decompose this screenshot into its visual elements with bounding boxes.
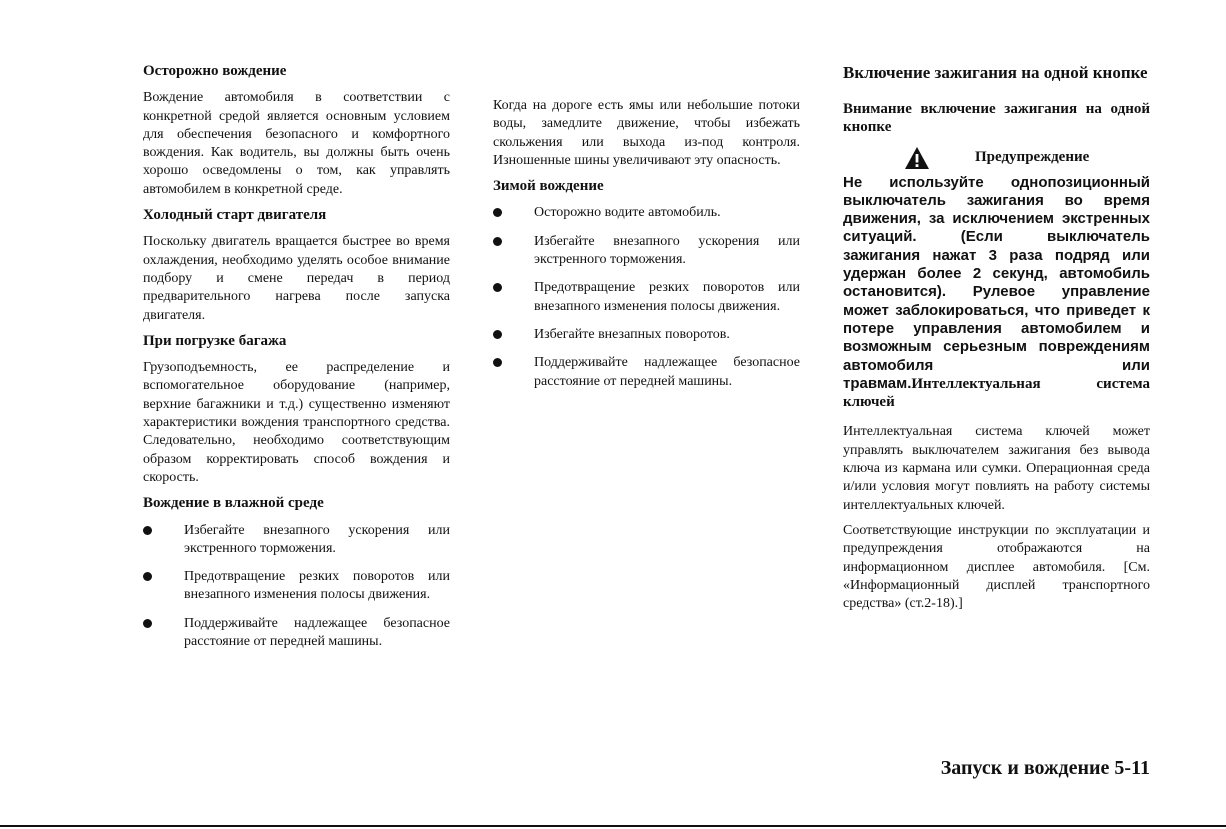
bullet-icon xyxy=(143,572,152,581)
warning-header xyxy=(843,146,1150,170)
heading-careful-driving: Осторожно вождение xyxy=(143,63,287,79)
paragraph-instructions: Соответствующие инструкции по эксплуатации и предупреждения отображаются на информационном дисплее автомобиля. [См. «Информационный дисплей транспортного средства» (ст.2-18).] xyxy=(843,522,1150,612)
paragraph-potholes: Когда на дороге есть ямы или небольшие потоки воды, замедлите движение, чтобы избежать скольжения или выхода из-под контроля. Изношенные шины увеличивают эту опасность. xyxy=(493,98,800,168)
paragraph-cold-start: Поскольку двигатель вращается быстрее во время охлаждения, необходимо уделять особое внимание подбору и смене передач в период предварительного нагрева после запуска двигателя. xyxy=(143,234,450,323)
smart-key-heading: Интеллектуальная система ключей xyxy=(843,375,1150,411)
list-item: Поддерживайте надлежащее безопасное расстояние от передней машины. xyxy=(143,615,450,652)
heading-ignition-attention: Внимание включение зажигания на одной кнопке xyxy=(843,101,1150,136)
bullet-icon xyxy=(493,208,502,217)
heading-one-button-ignition: Включение зажигания на одной кнопке xyxy=(843,63,1148,82)
left-column xyxy=(143,62,450,661)
paragraph-smart-key: Интеллектуальная система ключей может управлять выключателем зажигания без вывода ключа из кармана или сумки. Операционная среда и/или условия могут повлиять на работу системы интеллектуальных ключей. xyxy=(843,424,1150,513)
bottom-divider xyxy=(0,825,1226,827)
list-item: Предотвращение резких поворотов или внезапного изменения полосы движения. xyxy=(493,279,800,316)
bullet-icon xyxy=(493,237,502,246)
heading-loading-luggage: При погрузке багажа xyxy=(143,332,287,349)
list-item: Предотвращение резких поворотов или внезапного изменения полосы движения. xyxy=(143,568,450,605)
bullet-icon xyxy=(143,526,152,535)
warning-title: Предупреждение xyxy=(975,149,1090,166)
bullet-icon xyxy=(493,283,502,292)
bullet-icon xyxy=(143,619,152,628)
right-column xyxy=(843,62,1150,620)
paragraph-careful-driving: Вождение автомобиля в соответствии с конкретной средой является основным условием для обеспечения безопасного и комфортного вождения. Как водитель, вы должны быть очень хорошо осведомлены о том, как управлять автомобилем в конкретной среде. xyxy=(143,90,450,197)
list-item: Осторожно водите автомобиль. xyxy=(493,204,800,222)
middle-column xyxy=(493,97,800,401)
list-item: Избегайте внезапного ускорения или экстренного торможения. xyxy=(493,233,800,270)
list-item: Избегайте внезапных поворотов. xyxy=(493,326,800,344)
heading-wet-driving: Вождение в влажной среде xyxy=(143,495,324,512)
page-footer: Запуск и вождение 5-11 xyxy=(940,757,1150,779)
winter-driving-list xyxy=(493,204,800,390)
bullet-icon xyxy=(493,330,502,339)
paragraph-loading-luggage: Грузоподъемность, ее распределение и вспомогательное оборудование (например, верхние багажники и т.д.) существенно изменяют характеристики вождения транспортного средства. Следовательно, необходимо соответствующим образом корректировать способ вождения и скорость. xyxy=(143,360,450,485)
heading-winter-driving: Зимой вождение xyxy=(493,178,604,195)
heading-cold-start: Холодный старт двигателя xyxy=(143,207,327,224)
warning-triangle-icon xyxy=(904,146,930,170)
list-item: Поддерживайте надлежащее безопасное расстояние от передней машины. xyxy=(493,354,800,391)
wet-driving-list xyxy=(143,522,450,652)
list-item: Избегайте внезапного ускорения или экстренного торможения. xyxy=(143,522,450,559)
warning-text: Не используйте однопозиционный выключатель зажигания во время движения, за исключением экстренных ситуаций. (Если выключатель зажигания нажат 3 раза подряд или удержан более 2 секунд, автомобиль остановится). Рулевое управление может заблокироваться, что приведет к потере управления автомобилем и возможным серьезным повреждениям автомобиля или травмам.Интеллектуальная система ключей xyxy=(843,173,1150,411)
bullet-icon xyxy=(493,358,502,367)
